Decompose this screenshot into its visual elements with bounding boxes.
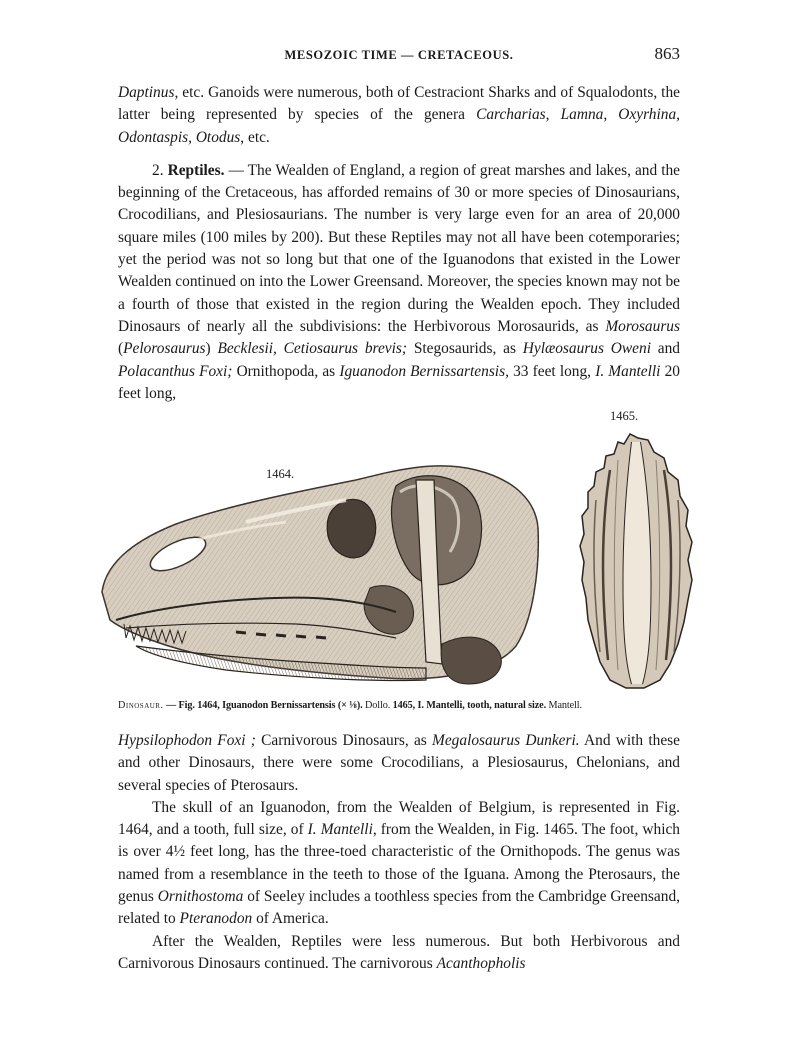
italic-run: Pteranodon [179, 910, 253, 928]
paragraph-hypsilophodon [118, 730, 680, 797]
page-header [118, 44, 680, 68]
text-run: , etc. Ganoids were numerous, both of Cestraciont Sharks and of Squalodonts, the latter being represented by species of the genera [118, 84, 680, 124]
page-number: 863 [654, 44, 680, 63]
paragraph-1 [118, 82, 680, 149]
text-run: ( [118, 340, 124, 358]
text-run: , from the Wealden, in Fig. 1465. The foot, which is over 4½ feet long, has the three-toed characteristic of the Ornithopods. The genus was named from a resemblance in the teeth to those of the Iguana. Among the Pterosaurs, the genus [118, 821, 680, 906]
figure-caption [118, 700, 684, 711]
paragraph-iguanodon-skull [118, 797, 680, 931]
bold-run: Reptiles. [167, 161, 225, 179]
italic-run: I. Mantelli [595, 362, 661, 380]
text-run: 2. [152, 161, 168, 179]
paragraph-reptiles [118, 160, 680, 405]
text-block-upper [118, 82, 680, 405]
text-run: — The Wealden of England, a region of great marshes and lakes, and the beginning of the Cretaceous, has afforded remains of 30 or more species of Dinosaurians, Crocodilians, and Plesiosaurians. The number is very large even for an area of 20,000 square miles (100 miles by 200). But these Reptiles may not all have been cotemporaries; yet the period was not so long but that one of the Iguanodons that existed in the Lower Wealden continued on into the Lower Greensand. Moreover, the species known may not be a fourth of those that existed in the region during the Wealden epoch. They included Dinosaurs of nearly all the subdivisions: the Herbivorous Morosaurids, as [118, 161, 681, 335]
paragraph-after-wealden [118, 931, 680, 976]
text-run: Carnivorous Dinosaurs, as [255, 732, 433, 749]
italic-run: Megalosaurus Dunkeri. [432, 732, 580, 749]
caption-author-mantell: Mantell. [546, 700, 582, 711]
text-block-lower [118, 730, 680, 975]
text-run: 33 feet long, [508, 362, 596, 380]
text-run: , etc. [240, 128, 270, 146]
text-run: After the Wealden, Reptiles were less numerous. But both Herbivorous and Carnivorous Dinosaurs continued. The carnivorous [118, 932, 680, 972]
text-run: Ornithopoda, as [232, 362, 340, 380]
caption-author-dollo: Dollo. [362, 700, 391, 711]
iguanodon-skull-figure [96, 432, 548, 698]
italic-run: Polacanthus Foxi; [118, 362, 233, 380]
text-run: And with these and other Dinosaurs, there were some Crocodilians, a Plesiosaurus, Chelonians, and several species of Pterosaurs. [118, 732, 680, 794]
italic-run: Daptinus [118, 84, 175, 101]
italic-run: Iguanodon Bernissartensis, [339, 362, 509, 380]
italic-run: Acanthopholis [436, 954, 526, 972]
text-run: Stegosaurids, as [407, 340, 523, 358]
italic-run: Hypsilophodon Foxi ; [118, 732, 256, 749]
running-title: MESOZOIC TIME — CRETACEOUS. [284, 48, 514, 62]
figure-1465-label: 1465. [610, 409, 639, 423]
italic-run: Carcharias, Lamna, Oxyrhina, Odontaspis, Otodus [118, 106, 680, 146]
caption-text-1465: 1465, I. Mantelli, tooth, natural size. [390, 700, 547, 711]
italic-run: Hylæosaurus Oweni [522, 340, 651, 358]
iguanodon-tooth-figure [566, 430, 708, 692]
italic-run: I. Mantelli [307, 821, 373, 839]
text-run: of Seeley includes a toothless species from the Cambridge Greensand, related to [118, 888, 680, 928]
text-run: 20 feet long, [118, 362, 680, 402]
text-run: and [650, 340, 680, 358]
text-run: ) [205, 340, 218, 358]
italic-run: Ornithostoma [157, 888, 244, 906]
italic-run: Pelorosaurus [123, 340, 206, 358]
caption-lead: Dinosaur. [118, 700, 164, 711]
figure-1464-label: 1464. [266, 467, 295, 481]
caption-text-1464: — Fig. 1464, Iguanodon Bernissartensis (× ⅛). [163, 700, 363, 711]
italic-run: Becklesii, Cetiosaurus brevis; [217, 340, 408, 358]
text-run: The skull of an Iguanodon, from the Wealden of Belgium, is represented in Fig. 1464, and a tooth, full size, of [118, 798, 680, 839]
text-run: of America. [252, 910, 329, 928]
italic-run: Morosaurus [605, 317, 680, 335]
